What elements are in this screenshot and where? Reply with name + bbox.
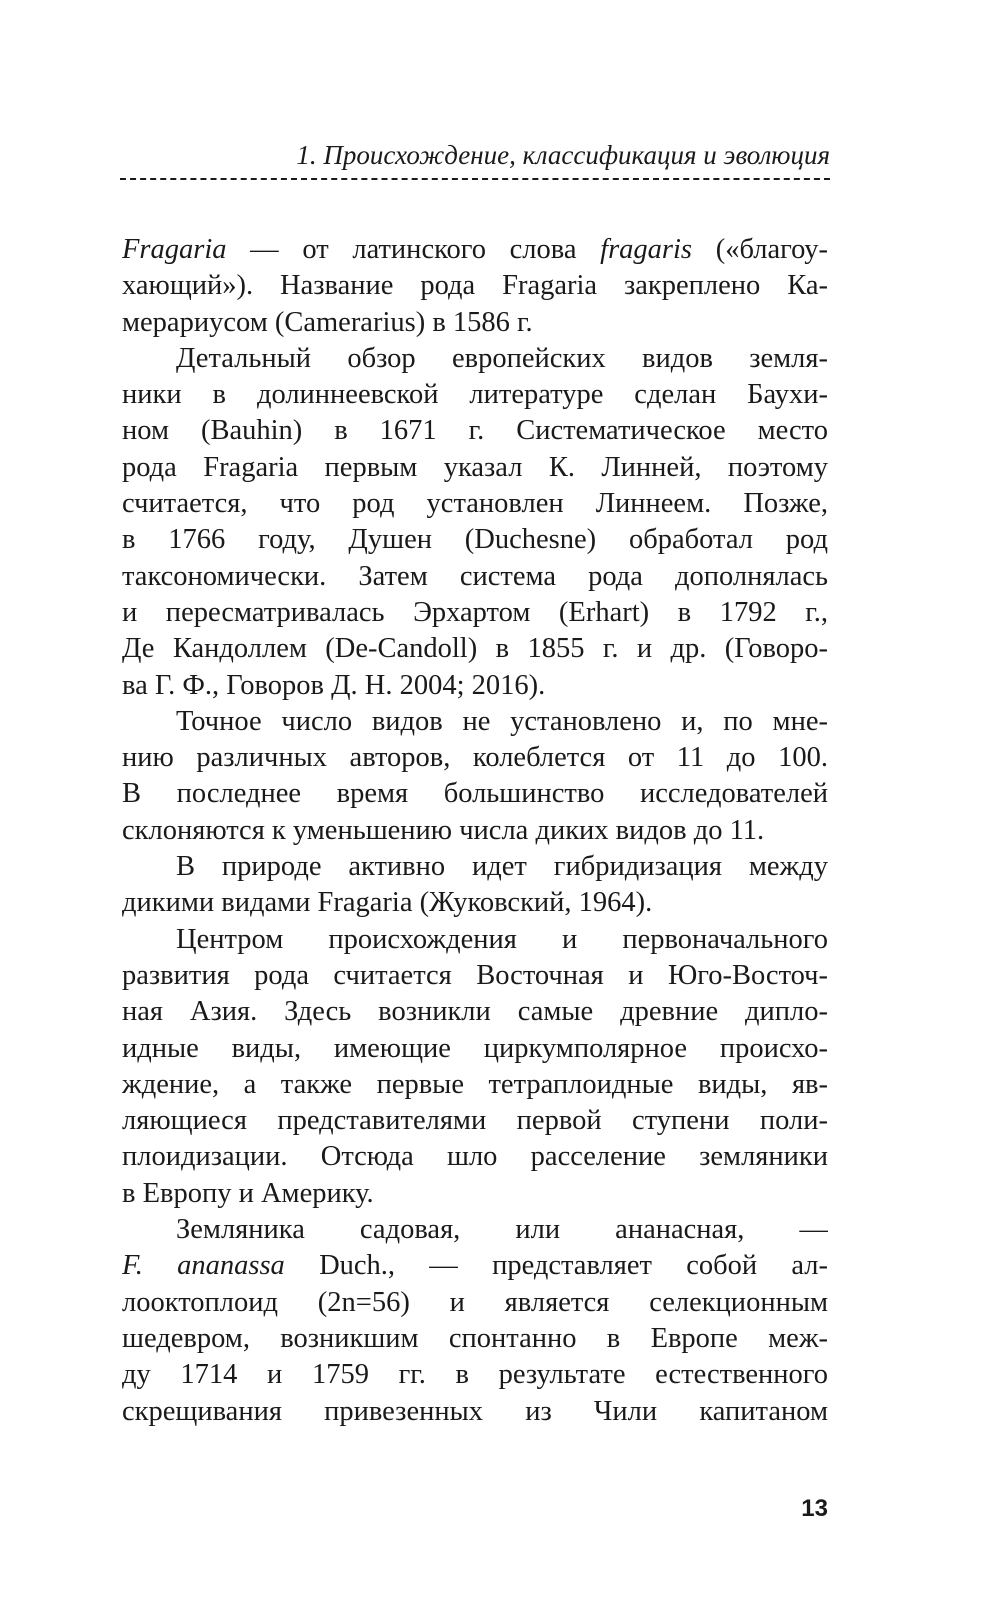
text-line: считается, что род установлен Линнеем. Позже, bbox=[122, 488, 828, 520]
text-line: рода Fragaria первым указал К. Линней, поэтому bbox=[122, 451, 828, 483]
text-line: хающий»). Название рода Fragaria закреплено Ка- bbox=[122, 270, 828, 302]
text-line: ном (Bauhin) в 1671 г. Систематическое место bbox=[122, 415, 828, 447]
text-line: таксономически. Затем система рода дополнялась bbox=[122, 560, 828, 592]
text-line: в 1766 году, Душен (Duchesne) обработал род bbox=[122, 524, 828, 556]
text-line: ждение, а также первые тетраплоидные виды, яв- bbox=[122, 1068, 828, 1100]
text-line: F. ananassa Duch., — представляет собой ал- bbox=[122, 1250, 828, 1282]
latin-term: fragaris bbox=[600, 234, 693, 265]
latin-term: F. ananassa bbox=[122, 1250, 285, 1282]
text-line: ная Азия. Здесь возникли самые древние дипло- bbox=[122, 996, 828, 1028]
text-line: и пересматривалась Эрхартом (Erhart) в 1792 г., bbox=[122, 596, 828, 628]
text-line: шедевром, возникшим спонтанно в Европе меж- bbox=[122, 1322, 828, 1354]
text-line: Центром происхождения и первоначального bbox=[176, 923, 828, 955]
body-text bbox=[122, 232, 828, 1430]
text-line: мерариусом (Camerarius) в 1586 г. bbox=[122, 306, 533, 338]
text-line: склоняются к уменьшению числа диких видов до 11. bbox=[122, 814, 765, 846]
text-line: в Европу и Америку. bbox=[122, 1177, 374, 1209]
page-number: 13 bbox=[801, 1495, 828, 1522]
text-line: идные виды, имеющие циркумполярное происхо- bbox=[122, 1032, 828, 1064]
text-line: Детальный обзор европейских видов земля- bbox=[176, 342, 828, 374]
latin-term: Fragaria bbox=[122, 234, 227, 265]
text-line: дикими видами Fragaria (Жуковский, 1964). bbox=[122, 887, 653, 919]
text-line: ляющиеся представителями первой ступени поли- bbox=[122, 1105, 828, 1137]
text-line: ники в долиннеевской литературе сделан Баухи- bbox=[122, 379, 828, 411]
text-line: лооктоплоид (2n=56) и является селекционным bbox=[122, 1286, 828, 1318]
text-line: развития рода считается Восточная и Юго-Восточ- bbox=[122, 959, 828, 991]
text-line: Fragaria — от латинского слова fragaris («благоу- bbox=[122, 234, 828, 265]
text-line: ду 1714 и 1759 гг. в результате естественного bbox=[122, 1359, 828, 1391]
text-line: Земляника садовая, или ананасная, — bbox=[176, 1214, 828, 1246]
text-line: В последнее время большинство исследователей bbox=[122, 778, 828, 810]
text-line: Точное число видов не установлено и, по мне- bbox=[176, 705, 828, 737]
header-dashed-rule bbox=[120, 178, 830, 180]
text-line: В природе активно идет гибридизация между bbox=[176, 851, 828, 883]
running-header: 1. Происхождение, классификация и эволюция bbox=[296, 140, 830, 170]
text-line: плоидизации. Отсюда шло расселение земляники bbox=[122, 1141, 828, 1173]
text-line: скрещивания привезенных из Чили капитаном bbox=[122, 1395, 828, 1427]
text-line: Де Кандоллем (De-Candoll) в 1855 г. и др. (Говоро- bbox=[122, 633, 828, 665]
text-line: ва Г. Ф., Говоров Д. Н. 2004; 2016). bbox=[122, 669, 546, 701]
text-line: нию различных авторов, колеблется от 11 до 100. bbox=[122, 742, 828, 774]
